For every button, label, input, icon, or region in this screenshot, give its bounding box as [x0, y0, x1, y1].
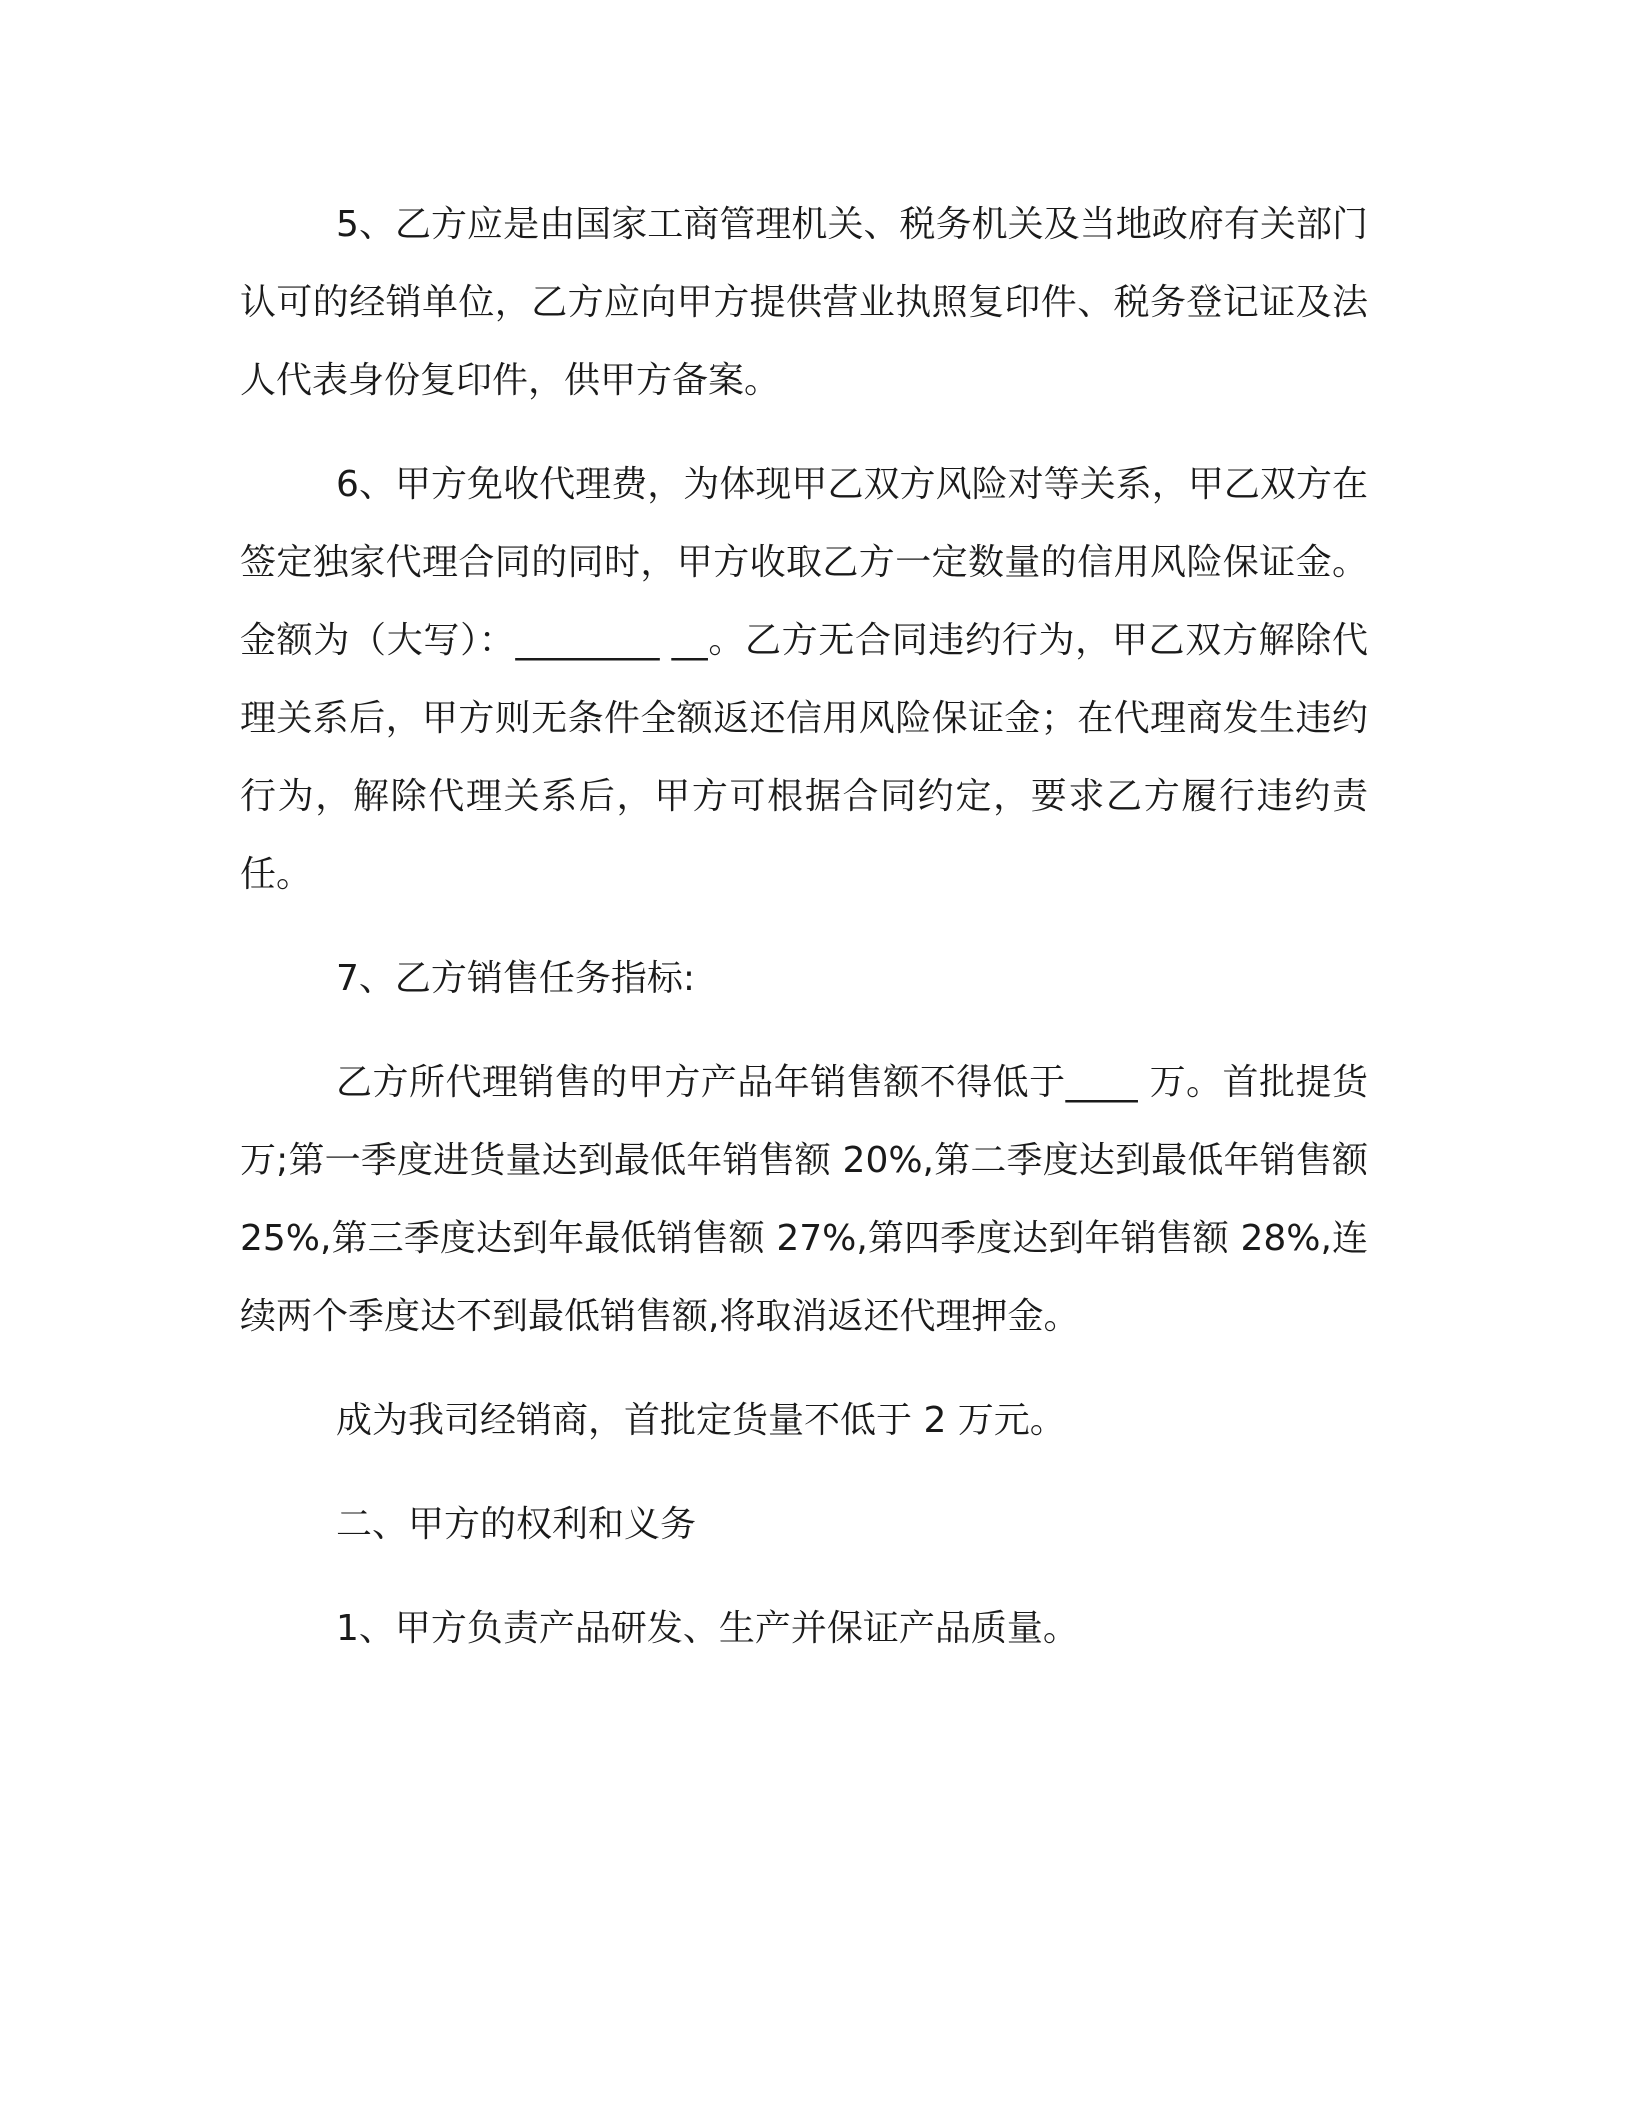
clause-5-paragraph: 5、乙方应是由国家工商管理机关、税务机关及当地政府有关部门认可的经销单位，乙方应向甲方提供营业执照复印件、税务登记证及法人代表身份复印件，供甲方备案。	[240, 204, 1368, 401]
section-2-heading: 二、甲方的权利和义务	[336, 1504, 697, 1545]
clause-6-paragraph: 6、甲方免收代理费，为体现甲乙双方风险对等关系，甲乙双方在签定独家代理合同的同时，甲方收取乙方一定数量的信用风险保证金。金额为（大写）：________ __。乙方无合同违约行为，甲乙双方解除代理关系后，甲方则无条件全额返还信用风险保证金；在代理商发生违约行为，解除代理关系后，甲方可根据合同约定，要求乙方履行违约责任。	[240, 464, 1368, 895]
sales-target-paragraph: 乙方所代理销售的甲方产品年销售额不得低于____ 万。首批提货 万;第一季度进货量达到最低年销售额 20%,第二季度达到最低年销售额 25%,第三季度达到年最低销售额 27%,第四季度达到年销售额 28%,连续两个季度达不到最低销售额,将取消返还代理押金。	[240, 1062, 1368, 1337]
party-a-clause-1-paragraph: 1、甲方负责产品研发、生产并保证产品质量。	[336, 1608, 1079, 1649]
document-body	[240, 186, 1368, 1694]
clause-7-heading: 7、乙方销售任务指标:	[336, 958, 696, 999]
first-order-paragraph: 成为我司经销商，首批定货量不低于 2 万元。	[336, 1400, 1066, 1441]
